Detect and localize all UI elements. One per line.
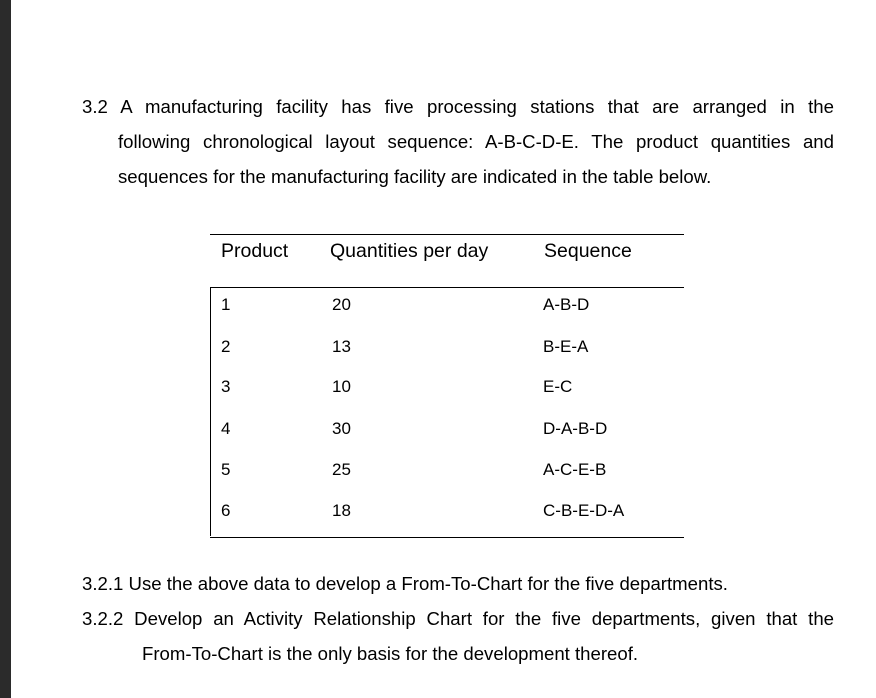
question-3-2-2-line-2: From-To-Chart is the only basis for the development thereof. <box>142 643 639 664</box>
cell-sequence: A-C-E-B <box>543 460 607 479</box>
cell-quantity: 18 <box>332 501 351 520</box>
cell-sequence: D-A-B-D <box>543 419 608 438</box>
question-3-2-1: 3.2.1 Use the above data to develop a From-To-Chart for the five departments. <box>82 573 728 594</box>
cell-sequence: A-B-D <box>543 295 590 314</box>
window-edge-bar <box>0 0 11 698</box>
cell-quantity: 30 <box>332 419 351 438</box>
cell-quantity: 20 <box>332 295 351 314</box>
cell-sequence: E-C <box>543 377 573 396</box>
header-quantities: Quantities per day <box>330 240 489 262</box>
cell-product: 6 <box>221 501 231 520</box>
question-3-2-line-2: following chronological layout sequence: A-B-C-D-E. The product quantities and <box>118 131 834 152</box>
question-3-2-line-3: sequences for the manufacturing facility are indicated in the table below. <box>118 166 712 187</box>
question-3-2-line-1: 3.2 A manufacturing facility has five processing stations that are arranged in the <box>82 96 834 117</box>
cell-product: 4 <box>221 419 231 438</box>
cell-product: 5 <box>221 460 231 479</box>
cell-product: 3 <box>221 377 231 396</box>
cell-quantity: 25 <box>332 460 351 479</box>
table-header-rule <box>210 287 684 288</box>
table-top-rule <box>210 234 684 235</box>
cell-sequence: B-E-A <box>543 337 589 356</box>
cell-quantity: 13 <box>332 337 351 356</box>
table-left-border <box>210 288 211 536</box>
cell-sequence: C-B-E-D-A <box>543 501 625 520</box>
header-sequence: Sequence <box>544 240 632 262</box>
cell-product: 1 <box>221 295 231 314</box>
cell-quantity: 10 <box>332 377 351 396</box>
question-3-2-2-line-1: 3.2.2 Develop an Activity Relationship Chart for the five departments, given that the <box>82 608 834 629</box>
table-bottom-rule <box>210 537 684 538</box>
header-product: Product <box>221 240 289 262</box>
cell-product: 2 <box>221 337 231 356</box>
